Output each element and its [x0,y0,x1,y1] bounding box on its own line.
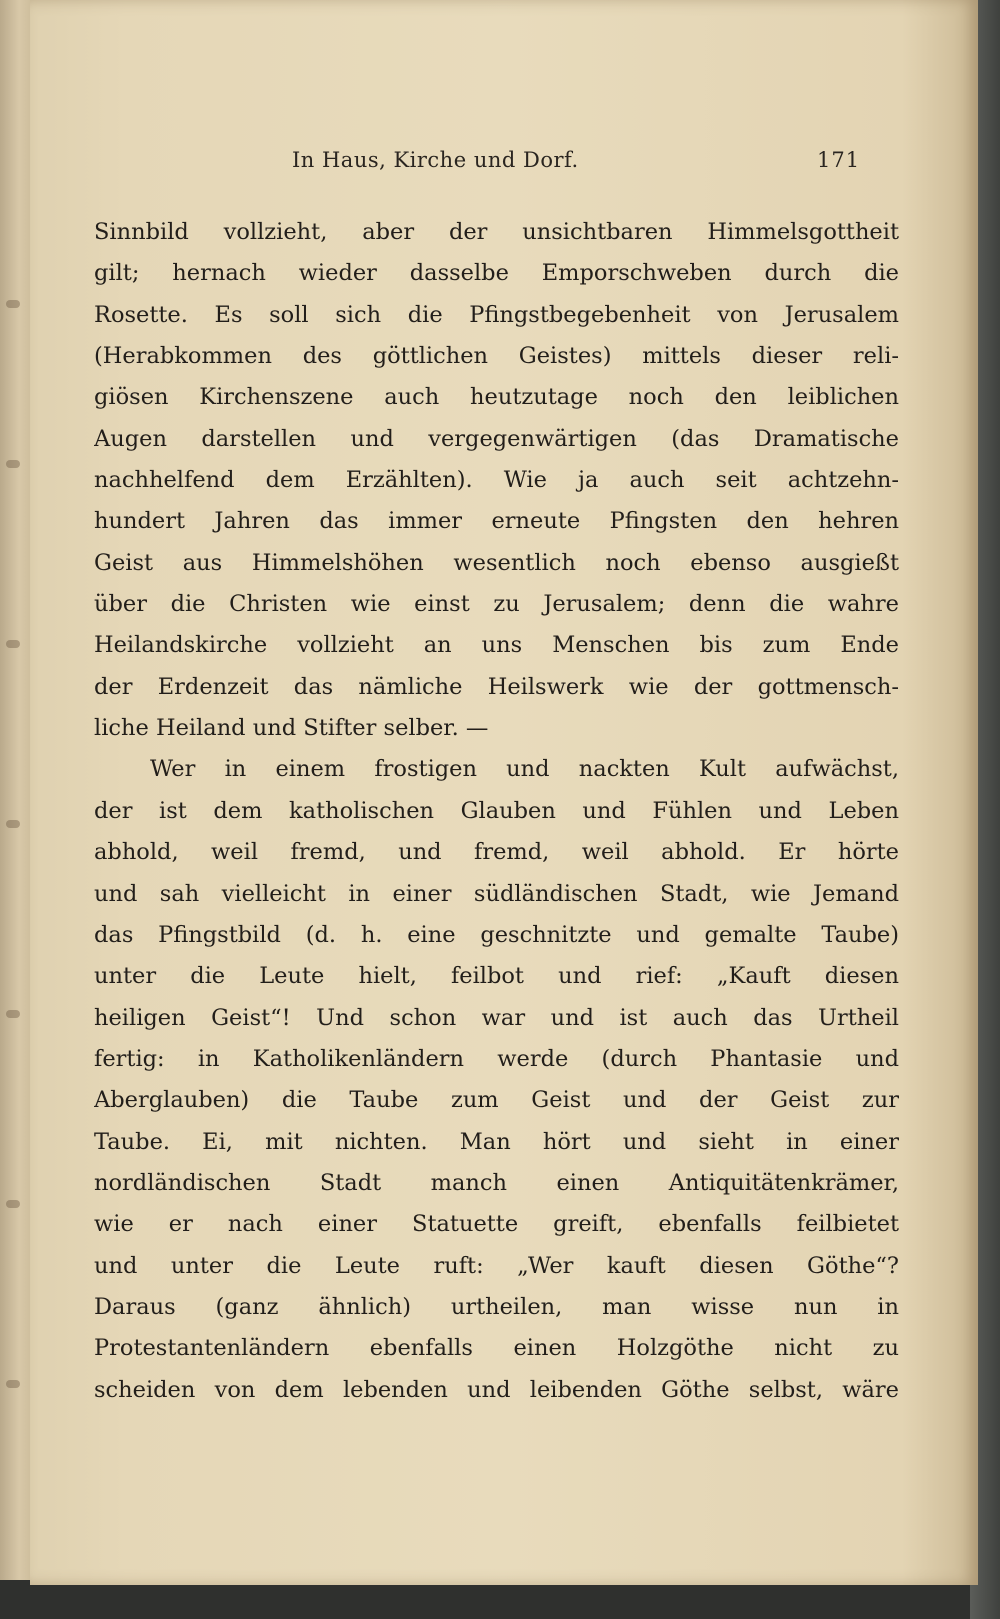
ink-smudge [6,1200,20,1208]
text-line: Daraus (ganz ähnlich) urtheilen, man wisse nun in [94,1293,899,1320]
text-line: scheiden von dem lebenden und leibenden Göthe selbst, wäre [94,1376,899,1403]
text-line: Protestantenländern ebenfalls einen Holzgöthe nicht zu [94,1335,899,1362]
text-line: der ist dem katholischen Glauben und Fühlen und Leben [94,797,899,824]
text-line: heiligen Geist“! Und schon war und ist auch das Urtheil [94,1004,899,1031]
text-line: nordländischen Stadt manch einen Antiquitätenkrämer, [94,1169,899,1196]
text-line: Heilandskirche vollzieht an uns Menschen bis zum Ende [94,632,899,659]
text-line: Geist aus Himmelshöhen wesentlich noch ebenso ausgießt [94,549,899,576]
text-line: unter die Leute hielt, feilbot und rief: „Kauft diesen [94,963,899,990]
text-line: giösen Kirchenszene auch heutzutage noch den leiblichen [94,384,899,411]
ink-smudge [6,460,20,468]
text-line: Aberglauben) die Taube zum Geist und der Geist zur [94,1087,899,1114]
text-line: gilt; hernach wieder dasselbe Emporschweben durch die [94,260,899,287]
page-header [30,148,978,178]
text-line: der Erdenzeit das nämliche Heilswerk wie der gottmensch- [94,673,899,700]
ink-smudge [6,300,20,308]
text-line: liche Heiland und Stifter selber. — [94,715,489,742]
book-page [30,0,978,1585]
text-line: nachhelfend dem Erzählten). Wie ja auch seit achtzehn- [94,467,899,494]
ink-smudge [6,1010,20,1018]
page-number: 171 [817,148,861,172]
text-line: und sah vielleicht in einer südländischen Stadt, wie Jemand [94,880,899,907]
text-line: abhold, weil fremd, und fremd, weil abhold. Er hörte [94,839,899,866]
text-line: Taube. Ei, mit nichten. Man hört und sieht in einer [94,1128,899,1155]
text-line: wie er nach einer Statuette greift, ebenfalls feilbietet [94,1211,899,1238]
text-line: fertig: in Katholikenländern werde (durch Phantasie und [94,1045,899,1072]
text-line: und unter die Leute ruft: „Wer kauft diesen Göthe“? [94,1252,899,1279]
text-line: über die Christen wie einst zu Jerusalem; denn die wahre [94,591,899,618]
ink-smudge [6,820,20,828]
previous-page-edge [0,0,32,1580]
text-line: das Pfingstbild (d. h. eine geschnitzte und gemalte Taube) [94,921,899,948]
text-line: (Herabkommen des göttlichen Geistes) mittels dieser reli- [94,343,899,370]
text-line: Wer in einem frostigen und nackten Kult aufwächst, [150,756,899,783]
text-line: Sinnbild vollzieht, aber der unsichtbaren Himmelsgottheit [94,219,899,245]
running-head: In Haus, Kirche und Dorf. [292,148,579,172]
body-text [94,212,899,1411]
text-line: Rosette. Es soll sich die Pfingstbegebenheit von Jerusalem [94,301,899,328]
text-line: hundert Jahren das immer erneute Pfingsten den hehren [94,508,899,535]
text-line: Augen darstellen und vergegenwärtigen (das Dramatische [94,425,899,452]
ink-smudge [6,640,20,648]
ink-smudge [6,1380,20,1388]
